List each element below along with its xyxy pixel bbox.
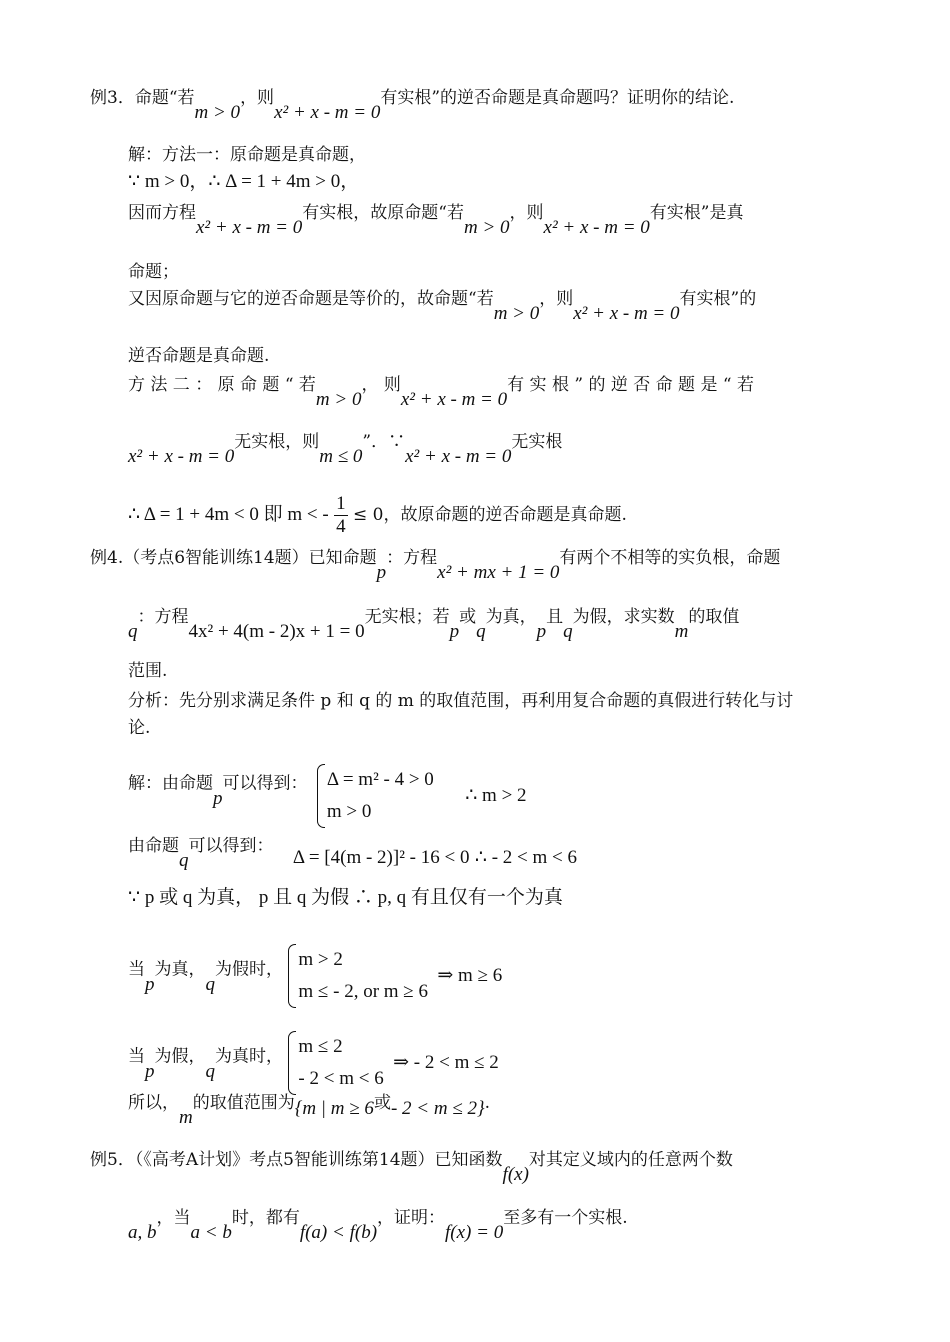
ex3-fraction-den: 4	[336, 516, 346, 537]
ex3-sol2-d: 无实根，则	[234, 432, 320, 452]
ex4-case1-system	[288, 944, 428, 1008]
ex3-fraction-num: 1	[336, 493, 346, 514]
ex4-sol-p-p: p	[213, 787, 223, 809]
ex4-question-e: 的取值	[688, 607, 740, 627]
ex4-question-b: 有两个不相等的实负根，命题	[559, 548, 781, 568]
ex4-sol-p-system	[317, 764, 434, 828]
ex4-p-2: p	[449, 621, 460, 642]
ex3-question-eq: x² + x - m = 0	[274, 102, 381, 123]
ex3-sol1-m: m > 0	[463, 217, 510, 238]
ex3-sol2-eq-3: x² + x - m = 0	[405, 446, 512, 467]
ex3-sol1-label: 解：方法一：原命题是真命题，	[128, 145, 366, 165]
ex4-sol-p-sys1: Δ = m² - 4 > 0	[326, 769, 434, 790]
ex3-question-then: ，则	[240, 88, 275, 108]
ex4-question-cont	[128, 607, 740, 642]
ex4-case1-p: p	[145, 973, 155, 995]
ex3-sol2-cont	[128, 432, 563, 467]
ex5-question-a: 对其定义域内的任意两个数	[528, 1150, 733, 1170]
ex5-question	[90, 1150, 733, 1185]
ex3-sol2-f: 无实根	[511, 432, 563, 452]
ex3-sol2-eq-2: x² + x - m = 0	[128, 446, 235, 467]
ex4-case1-c: 为假时，	[215, 959, 283, 980]
ex4-question	[90, 548, 781, 583]
ex5-question-e: 至多有一个实根.	[503, 1208, 628, 1228]
ex3-sol2-eq: x² + x - m = 0	[400, 389, 508, 410]
ex4-case1-a: 当	[128, 959, 145, 980]
ex4-and: 且	[546, 607, 564, 627]
ex3-sol1-eq: x² + x - m = 0	[196, 217, 303, 238]
ex3-sol2-m: m > 0	[315, 389, 362, 410]
ex4-case2-a: 当	[128, 1046, 145, 1067]
ex4-case2-system	[288, 1031, 383, 1095]
ex3-question-tail: 有实根”的逆否命题是真命题吗？证明你的结论.	[380, 88, 735, 108]
ex4-final	[128, 1093, 490, 1128]
ex3-sol1-hence-a: 因而方程	[128, 203, 196, 223]
ex4-sol-p-a: 解：由命题	[128, 773, 213, 794]
ex5-ab: a, b	[128, 1222, 157, 1243]
ex4-case2	[128, 1025, 499, 1089]
ex4-sol-p-sys2: m > 0	[326, 801, 372, 822]
ex4-eq2: 4x² + 4(m - 2)x + 1 = 0	[188, 621, 365, 642]
ex4-analysis-1: 分析：先分别求满足条件 p 和 q 的 m 的取值范围，再利用复合命题的真假进行转化与讨	[128, 691, 794, 711]
ex3-question	[90, 88, 735, 123]
ex4-question-end: 范围.	[128, 661, 168, 681]
ex3-sol2-concl-b: ≤ 0，故原命题的逆否命题是真命题.	[353, 505, 627, 525]
ex3-sol1-hence-c: ，则	[509, 203, 544, 223]
ex4-case2-p: p	[145, 1060, 155, 1082]
ex4-false: 为假，求实数	[572, 607, 675, 627]
ex4-sol-q-q: q	[179, 850, 189, 871]
ex3-sol1-concl: 逆否命题是真命题.	[128, 346, 270, 366]
ex4-case1-sys1: m > 2	[298, 949, 343, 970]
ex3-sol1-hence-b: 有实根，故原命题“若	[302, 203, 464, 223]
ex4-sol-p-result: ∴ m > 2	[465, 784, 527, 806]
ex3-sol2-b: ， 则	[361, 375, 401, 395]
ex3-sol2	[128, 375, 754, 410]
ex4-case1-q: q	[205, 973, 215, 995]
ex5-ineq: f(a) < f(b)	[299, 1222, 378, 1243]
ex4-case1-sys2: m ≤ - 2, or m ≥ 6	[298, 981, 428, 1002]
ex5-question-d: ，证明：	[377, 1208, 446, 1228]
ex4-sol-p-b: 可以得到：	[222, 773, 308, 794]
ex4-sol-q-eq: Δ = [4(m - 2)]² - 16 < 0	[292, 847, 470, 868]
ex4-p: p	[376, 562, 387, 583]
ex3-sol1-also-b: ，则	[539, 289, 574, 309]
ex4-sol-q	[128, 836, 577, 871]
ex5-cond: a < b	[190, 1222, 232, 1243]
ex3-sol1-hence-d: 有实根”是真	[649, 203, 744, 223]
ex3-sol1-also-a: 又因原命题与它的逆否命题是等价的，故命题“若	[128, 289, 494, 309]
ex5-question-b: ，当	[156, 1208, 191, 1228]
ex4-case2-result: ⇒ - 2 < m ≤ 2	[393, 1051, 499, 1073]
ex4-sol-q-a: 由命题	[128, 836, 179, 856]
ex4-final-set2: - 2 < m ≤ 2}	[390, 1098, 485, 1119]
ex4-question-d: 无实根；若	[364, 607, 450, 627]
ex3-sol1-also-eq: x² + x - m = 0	[573, 303, 680, 324]
ex4-final-a: 所以，	[128, 1093, 179, 1113]
ex4-true: 为真，	[485, 607, 537, 627]
ex4-case2-q: q	[205, 1060, 215, 1082]
ex3-sol2-concl	[128, 492, 627, 538]
ex4-m: m	[674, 621, 689, 642]
ex4-analysis-2: 论.	[128, 718, 151, 738]
ex3-question-head: 例3．命题“若	[90, 88, 195, 108]
ex4-case2-sys1: m ≤ 2	[298, 1036, 343, 1057]
ex4-final-m: m	[179, 1107, 193, 1128]
ex4-case1-b: 为真，	[154, 959, 206, 980]
ex4-sol-q-b: 可以得到：	[188, 836, 274, 856]
ex4-q-3: q	[563, 621, 573, 642]
ex4-logic: ∵ p 或 q 为真， p 且 q 为假 ∴ p, q 有且仅有一个为真	[128, 887, 563, 908]
ex3-sol1-eq-2: x² + x - m = 0	[543, 217, 650, 238]
ex4-eq1: x² + mx + 1 = 0	[437, 562, 560, 583]
ex3-sol1-also-c: 有实根”的	[679, 289, 757, 309]
ex3-sol2-m-le: m ≤ 0	[319, 446, 363, 467]
ex4-final-b: 的取值范围为	[192, 1093, 295, 1113]
ex3-question-m: m > 0	[194, 102, 241, 123]
ex4-case1-result: ⇒ m ≥ 6	[437, 964, 503, 986]
ex4-q-2: q	[476, 621, 486, 642]
ex5-question-c: 时，都有	[231, 1208, 300, 1228]
ex4-question-c: ：方程	[137, 607, 189, 627]
ex5-question-head: 例5．（《高考A计划》考点5智能训练第14题）已知函数	[90, 1150, 503, 1170]
ex5-f: f(x)	[502, 1164, 529, 1185]
ex4-case2-b: 为假，	[154, 1046, 206, 1067]
ex3-fraction	[334, 493, 348, 538]
ex4-question-a: ：方程	[386, 548, 438, 568]
ex3-sol1-also-m: m > 0	[493, 303, 540, 324]
ex3-sol2-c: 有 实 根 ” 的 逆 否 命 题 是 “ 若	[507, 375, 754, 395]
ex3-sol1-cont: 命题；	[128, 262, 179, 282]
ex4-sol-q-result: ∴ - 2 < m < 6	[474, 847, 577, 868]
ex4-or: 或	[459, 607, 477, 627]
ex4-q: q	[128, 621, 138, 642]
ex4-case2-sys2: - 2 < m < 6	[298, 1068, 384, 1089]
ex5-question-cont	[128, 1208, 628, 1243]
ex4-final-end: .	[484, 1093, 490, 1113]
ex3-sol2-concl-a: ∴ Δ = 1 + 4m < 0 即 m < -	[128, 504, 329, 525]
ex4-final-set1: {m | m ≥ 6	[294, 1098, 374, 1119]
ex3-sol1-also	[128, 289, 757, 324]
ex4-final-or: 或	[373, 1093, 391, 1113]
ex4-sol-p	[128, 752, 527, 822]
ex3-sol1-because: ∵ m > 0，∴ Δ = 1 + 4m > 0，	[128, 171, 360, 192]
ex3-sol2-e: ”．∵	[362, 432, 406, 452]
ex4-p-3: p	[536, 621, 547, 642]
ex3-sol1-hence	[128, 203, 744, 238]
ex5-eq: f(x) = 0	[445, 1222, 504, 1243]
ex4-question-head: 例4.（考点6智能训练14题）已知命题	[90, 548, 377, 568]
ex4-case2-c: 为真时，	[215, 1046, 283, 1067]
ex4-case1	[128, 938, 502, 1002]
ex3-sol2-a: 方 法 二 ： 原 命 题 “ 若	[128, 375, 316, 395]
